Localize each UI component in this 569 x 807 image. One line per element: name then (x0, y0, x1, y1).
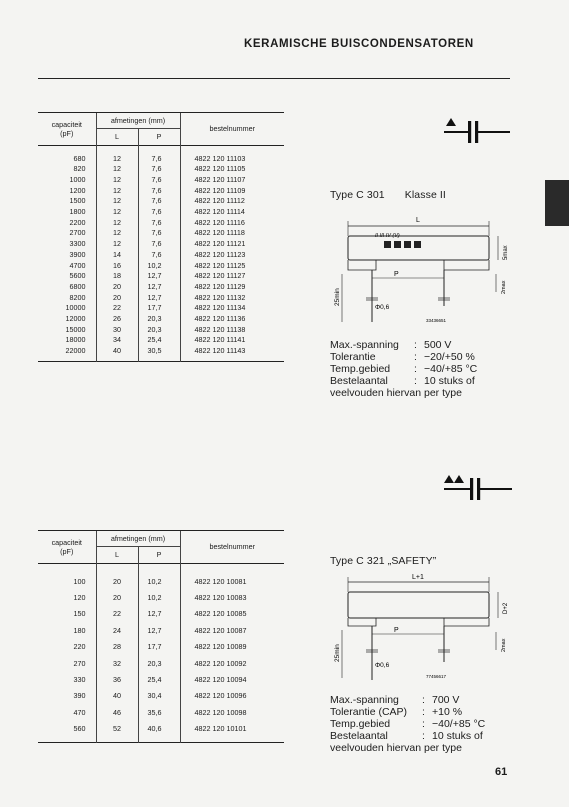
product1-type-label: Type C 301 (330, 189, 385, 201)
table1-header-bestelnummer: bestelnummer (180, 113, 284, 145)
spec-separator: : (422, 718, 425, 730)
table-row (38, 196, 284, 207)
table-row (38, 672, 284, 688)
spec-row (330, 375, 477, 387)
spec-separator: : (414, 375, 417, 387)
table-row (38, 261, 284, 272)
table2-header-capaciteit (38, 531, 96, 563)
spec-separator: : (414, 351, 417, 363)
table-row (38, 656, 284, 672)
product1-dimension-drawing (326, 212, 516, 334)
table1-header-capaciteit (38, 113, 96, 145)
cell-capaciteit: 22000 (65, 346, 86, 356)
thumb-index-tab (545, 180, 569, 226)
spec-row (330, 730, 485, 742)
table-row (38, 325, 284, 336)
header-pf-label: (pF) (60, 546, 74, 556)
table-row (38, 314, 284, 325)
spec-value: −40/+85 °C (424, 363, 478, 375)
cell-p: 7,6 (138, 154, 180, 165)
product1-klasse-label: Klasse II (404, 189, 446, 201)
cell-p: 30,5 (138, 346, 180, 361)
cell-l: 26 (96, 314, 138, 325)
header-capaciteit-label: capaciteit (51, 537, 82, 547)
header-rule (38, 78, 510, 79)
cell-capaciteit: 5600 (69, 271, 86, 281)
product2-dim-p: P (394, 627, 399, 634)
cell-p: 12,7 (138, 271, 180, 282)
spec-key: Tolerantie (CAP) (330, 706, 408, 718)
spec-value: 10 stuks of (432, 730, 483, 742)
cell-capaciteit: 680 (73, 153, 86, 163)
spacer-cell (38, 563, 96, 574)
table-spacer-row (38, 145, 284, 154)
product1-dim-l: L (416, 217, 420, 224)
cell-capaciteit: 3300 (69, 239, 86, 249)
product2-drawing-code: 77456617 (426, 674, 447, 679)
triangle-marker-icon (444, 475, 454, 483)
cell-p: 7,6 (138, 239, 180, 250)
product1-dim-06: Φ0,6 (375, 304, 390, 311)
cell-l: 18 (96, 271, 138, 282)
spec-separator: : (422, 694, 425, 706)
page-number: 61 (495, 766, 508, 778)
cell-bestelnummer: 4822 120 10083 (180, 590, 284, 606)
table-row (38, 293, 284, 304)
cell-p: 20,3 (138, 656, 180, 672)
cell-l: 16 (96, 261, 138, 272)
spec-key: Temp.gebied (330, 363, 391, 375)
product1-spec-continuation: veelvouden hiervan per type (330, 387, 462, 399)
cell-capaciteit: 330 (73, 674, 86, 684)
table-row (38, 590, 284, 606)
spec-separator: : (422, 706, 425, 718)
cell-l: 32 (96, 656, 138, 672)
table-row (38, 218, 284, 229)
table2-header-p: P (138, 546, 180, 563)
cell-p: 10,2 (138, 574, 180, 590)
cell-bestelnummer: 4822 120 11127 (180, 271, 284, 282)
cell-p: 20,3 (138, 314, 180, 325)
triangle-marker-icon (454, 475, 464, 483)
cell-bestelnummer: 4822 120 11138 (180, 325, 284, 336)
cell-bestelnummer: 4822 120 11132 (180, 293, 284, 304)
table2-header-l: L (96, 546, 138, 563)
cell-bestelnummer: 4822 120 10085 (180, 606, 284, 622)
table-row (38, 271, 284, 282)
cell-l: 20 (96, 293, 138, 304)
table1-header-p: P (138, 128, 180, 145)
cell-capaciteit: 100 (73, 576, 86, 586)
cell-l: 24 (96, 623, 138, 639)
cell-capaciteit: 560 (73, 724, 86, 734)
cell-bestelnummer: 4822 120 11129 (180, 282, 284, 293)
product2-dimension-drawing (326, 570, 516, 688)
cell-l: 20 (96, 282, 138, 293)
cell-p: 25,4 (138, 672, 180, 688)
cell-bestelnummer: 4822 120 11118 (180, 228, 284, 239)
spec-row (330, 339, 477, 351)
table-spacer-row (38, 563, 284, 574)
spacer-cell (180, 563, 284, 574)
cell-l: 22 (96, 606, 138, 622)
page-title: KERAMISCHE BUISCONDENSATOREN (244, 38, 474, 50)
cell-capaciteit: 12000 (65, 314, 86, 324)
spec-key: Tolerantie (330, 351, 376, 363)
product2-dim-25: 25min (334, 644, 341, 662)
table-row (38, 282, 284, 293)
cell-l: 52 (96, 721, 138, 742)
cell-bestelnummer: 4822 120 11134 (180, 303, 284, 314)
product2-dim-2: 2max (501, 638, 507, 652)
cell-l: 12 (96, 228, 138, 239)
spec-row (330, 363, 477, 375)
cell-capaciteit: 1500 (69, 196, 86, 206)
spec-value: 700 V (432, 694, 460, 706)
cell-p: 35,6 (138, 705, 180, 721)
table-row (38, 250, 284, 261)
cell-l: 12 (96, 186, 138, 197)
spec-value: 500 V (424, 339, 452, 351)
header-pf-label: (pF) (60, 128, 74, 138)
table1-header-afmetingen: afmetingen (mm) (96, 113, 180, 128)
table-row (38, 154, 284, 165)
cell-l: 12 (96, 207, 138, 218)
cell-bestelnummer: 4822 120 11112 (180, 196, 284, 207)
spacer-cell (38, 145, 96, 154)
spec-key: Bestelaantal (330, 730, 388, 742)
cell-bestelnummer: 4822 120 10101 (180, 721, 284, 742)
spacer-cell (180, 145, 284, 154)
cell-capaciteit: 1000 (69, 174, 86, 184)
cell-l: 12 (96, 175, 138, 186)
spec-row (330, 706, 485, 718)
cell-capaciteit: 4700 (69, 260, 86, 270)
table2-header-afmetingen: afmetingen (mm) (96, 531, 180, 546)
cell-bestelnummer: 4822 120 11141 (180, 335, 284, 346)
spec-key: Max.-spanning (330, 339, 399, 351)
table-row (38, 721, 284, 742)
table2-header-bestelnummer: bestelnummer (180, 531, 284, 563)
spec-separator: : (422, 730, 425, 742)
table-row (38, 688, 284, 704)
cell-capaciteit: 180 (73, 625, 86, 635)
cell-capaciteit: 270 (73, 658, 86, 668)
cell-p: 20,3 (138, 325, 180, 336)
spec-key: Temp.gebied (330, 718, 391, 730)
table-row (38, 606, 284, 622)
cell-l: 20 (96, 574, 138, 590)
table-row (38, 346, 284, 361)
cell-p: 40,6 (138, 721, 180, 742)
header-capaciteit-label: capaciteit (51, 119, 82, 129)
cell-capaciteit: 150 (73, 609, 86, 619)
cell-bestelnummer: 4822 120 11121 (180, 239, 284, 250)
cell-capaciteit: 390 (73, 691, 86, 701)
cell-bestelnummer: 4822 120 10081 (180, 574, 284, 590)
cell-bestelnummer: 4822 120 11109 (180, 186, 284, 197)
cell-bestelnummer: 4822 120 11136 (180, 314, 284, 325)
cell-p: 7,6 (138, 207, 180, 218)
cell-l: 36 (96, 672, 138, 688)
cell-p: 25,4 (138, 335, 180, 346)
spec-value: −20/+50 % (424, 351, 475, 363)
cell-bestelnummer: 4822 120 11143 (180, 346, 284, 361)
table1-header-l: L (96, 128, 138, 145)
product1-type-line (330, 189, 446, 201)
cell-p: 12,7 (138, 623, 180, 639)
cell-capaciteit: 6800 (69, 281, 86, 291)
product2-spec-continuation: veelvouden hiervan per type (330, 742, 462, 754)
table-row (38, 335, 284, 346)
cell-l: 28 (96, 639, 138, 655)
cell-l: 12 (96, 164, 138, 175)
spacer-cell (138, 145, 180, 154)
product1-drawing-code: 33436651 (426, 318, 447, 323)
cell-l: 40 (96, 688, 138, 704)
cell-capaciteit: 2200 (69, 217, 86, 227)
cell-l: 12 (96, 239, 138, 250)
table-row (38, 207, 284, 218)
product1-specs (330, 339, 477, 399)
spec-value: −40/+85 °C (432, 718, 486, 730)
table-row (38, 303, 284, 314)
cell-l: 12 (96, 196, 138, 207)
cell-p: 7,6 (138, 228, 180, 239)
cell-l: 34 (96, 335, 138, 346)
cell-l: 40 (96, 346, 138, 361)
table-row (38, 239, 284, 250)
product1-dim-25: 25min (334, 288, 341, 306)
cell-capaciteit: 1200 (69, 185, 86, 195)
cell-p: 17,7 (138, 639, 180, 655)
cell-capaciteit: 1800 (69, 207, 86, 217)
cell-capaciteit: 8200 (69, 292, 86, 302)
cell-bestelnummer: 4822 120 11116 (180, 218, 284, 229)
cell-p: 7,6 (138, 218, 180, 229)
cell-p: 12,7 (138, 606, 180, 622)
cell-p: 10,2 (138, 261, 180, 272)
spec-row (330, 694, 485, 706)
cell-bestelnummer: 4822 120 11103 (180, 154, 284, 165)
cell-l: 20 (96, 590, 138, 606)
cell-bestelnummer: 4822 120 10087 (180, 623, 284, 639)
cell-bestelnummer: 4822 120 10096 (180, 688, 284, 704)
cell-bestelnummer: 4822 120 10092 (180, 656, 284, 672)
cell-bestelnummer: 4822 120 10094 (180, 672, 284, 688)
product1-class-marks: II III IV (V) (375, 233, 400, 239)
table-row (38, 175, 284, 186)
product2-dim-06: Φ0,6 (375, 662, 390, 669)
cell-capaciteit: 10000 (65, 303, 86, 313)
cell-l: 30 (96, 325, 138, 336)
spec-separator: : (414, 363, 417, 375)
cell-bestelnummer: 4822 120 10098 (180, 705, 284, 721)
product2-specs (330, 694, 485, 754)
spec-separator: : (414, 339, 417, 351)
cell-capaciteit: 470 (73, 707, 86, 717)
cell-p: 7,6 (138, 196, 180, 207)
table2 (38, 531, 284, 743)
table-row (38, 705, 284, 721)
table-row (38, 574, 284, 590)
cell-bestelnummer: 4822 120 11107 (180, 175, 284, 186)
spec-row (330, 718, 485, 730)
cell-l: 12 (96, 154, 138, 165)
cell-p: 7,6 (138, 186, 180, 197)
spacer-cell (96, 563, 138, 574)
cell-bestelnummer: 4822 120 11123 (180, 250, 284, 261)
cell-capaciteit: 3900 (69, 249, 86, 259)
cell-l: 46 (96, 705, 138, 721)
cell-capaciteit: 820 (73, 164, 86, 174)
cell-p: 30,4 (138, 688, 180, 704)
cell-p: 7,6 (138, 250, 180, 261)
cell-p: 12,7 (138, 293, 180, 304)
cell-bestelnummer: 4822 120 11105 (180, 164, 284, 175)
table-row (38, 186, 284, 197)
product2-type-line (330, 555, 436, 567)
product2-type-label: Type C 321 „SAFETY” (330, 555, 437, 567)
cell-bestelnummer: 4822 120 11114 (180, 207, 284, 218)
cell-bestelnummer: 4822 120 11125 (180, 261, 284, 272)
capacitor-symbol-safety (442, 473, 514, 503)
spacer-cell (138, 563, 180, 574)
product1-dim-p: P (394, 271, 399, 278)
table-row (38, 164, 284, 175)
product2-dim-l: L+1 (412, 574, 424, 581)
product1-dim-2: 2max (501, 280, 507, 294)
capacitor-symbol-class2 (442, 116, 512, 146)
cell-capaciteit: 120 (73, 592, 86, 602)
spec-value: 10 stuks of (424, 375, 475, 387)
triangle-marker-icon (446, 118, 456, 126)
cell-capaciteit: 15000 (65, 324, 86, 334)
table-row (38, 228, 284, 239)
spec-row (330, 351, 477, 363)
cell-bestelnummer: 4822 120 10089 (180, 639, 284, 655)
cell-capaciteit: 2700 (69, 228, 86, 238)
spec-key: Bestelaantal (330, 375, 388, 387)
table-row (38, 623, 284, 639)
spec-key: Max.-spanning (330, 694, 399, 706)
cell-p: 7,6 (138, 175, 180, 186)
product2-dim-d: D+2 (503, 602, 509, 614)
spec-value: +10 % (432, 706, 463, 718)
spacer-cell (96, 145, 138, 154)
cell-l: 12 (96, 218, 138, 229)
table1 (38, 113, 284, 362)
cell-p: 12,7 (138, 282, 180, 293)
cell-p: 17,7 (138, 303, 180, 314)
product1-dim-d: 5max (503, 245, 509, 260)
cell-l: 14 (96, 250, 138, 261)
cell-l: 22 (96, 303, 138, 314)
table-row (38, 639, 284, 655)
cell-capaciteit: 18000 (65, 335, 86, 345)
cell-p: 10,2 (138, 590, 180, 606)
cell-p: 7,6 (138, 164, 180, 175)
cell-capaciteit: 220 (73, 642, 86, 652)
